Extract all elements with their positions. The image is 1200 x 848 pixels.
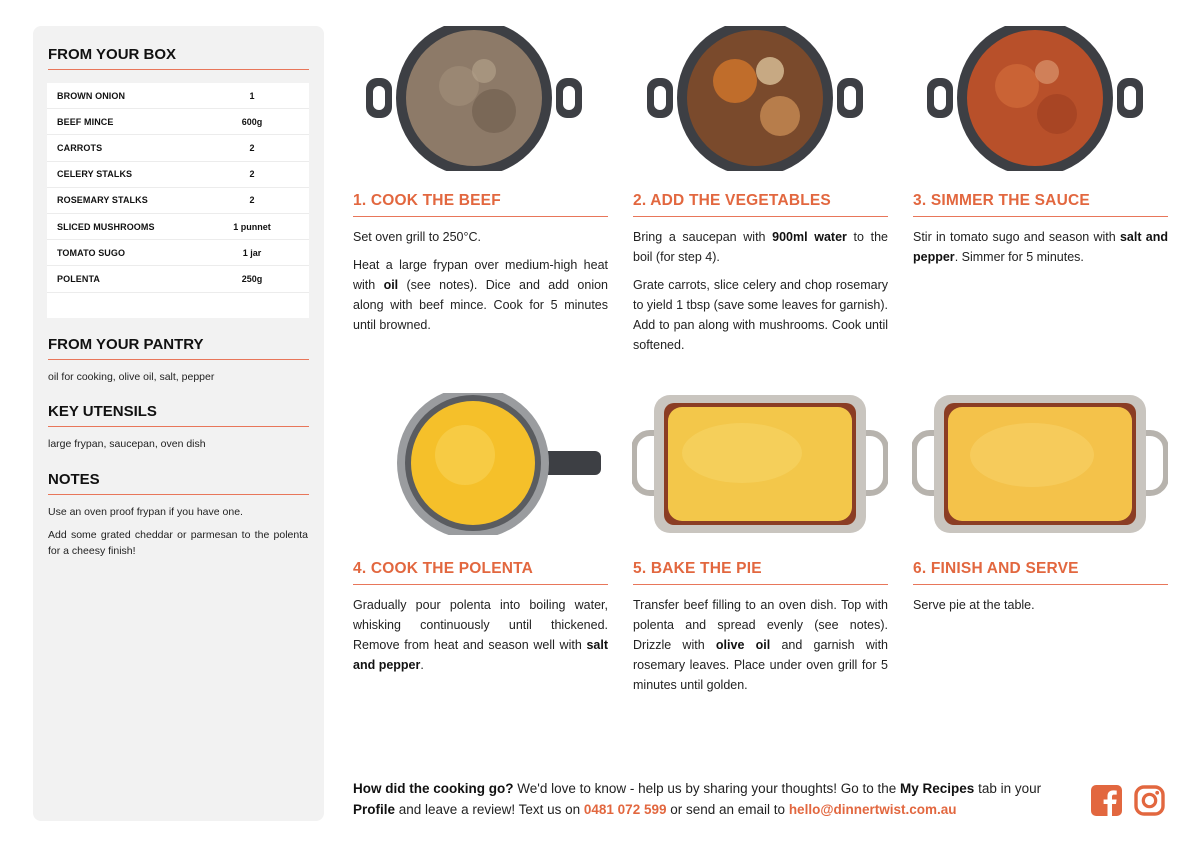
ingredient-qty: 250g [241, 273, 263, 284]
step-5 [633, 560, 888, 695]
footer-lead: How did the cooking go? [353, 781, 514, 796]
step-text: Transfer beef filling to an oven dish. Top with polenta and spread evenly (see notes). Drizzle with [633, 598, 888, 652]
pantry-heading: FROM YOUR PANTRY [48, 336, 309, 360]
ingredient-name: SLICED MUSHROOMS [57, 221, 155, 232]
step-paragraph [633, 227, 888, 267]
ingredient-row [47, 188, 309, 214]
footer-text: and leave a review! Text us on [395, 802, 584, 817]
facebook-icon[interactable] [1091, 785, 1122, 816]
step-text: Stir in tomato sugo and season with [913, 230, 1120, 244]
ingredient-qty: 2 [249, 195, 255, 206]
utensils-section [47, 403, 310, 452]
ingredient-row [47, 214, 309, 240]
step-bold-text: oil [383, 278, 399, 292]
ingredient-row [47, 135, 309, 161]
step-body [633, 227, 888, 355]
step-text: . [420, 658, 424, 672]
footer-text: or send an email to [666, 802, 789, 817]
ingredient-row [47, 83, 309, 109]
step-paragraph [353, 255, 608, 335]
step-body [913, 595, 1168, 615]
ingredient-row [47, 240, 309, 266]
step-text: . Simmer for 5 minutes. [954, 250, 1084, 264]
pantry-text: oil for cooking, olive oil, salt, pepper [48, 371, 215, 383]
step-paragraph [913, 227, 1168, 267]
step-bold-text: olive oil [715, 638, 771, 652]
my-recipes-text: My Recipes [900, 781, 975, 796]
ingredient-qty: 1 [249, 90, 255, 101]
ingredient-name: BROWN ONION [57, 90, 126, 101]
step-text: and garnish with rosemary leaves. Place under oven grill for 5 minutes until golden. [633, 638, 889, 692]
notes-heading: NOTES [48, 471, 309, 495]
step-text: to the boil (for step 4). [633, 230, 888, 264]
phone-link[interactable]: 0481 072 599 [583, 802, 667, 817]
ingredient-name: BEEF MINCE [57, 116, 114, 127]
notes-text [47, 504, 310, 560]
ingredient-row [47, 162, 309, 188]
step-paragraph: Set oven grill to 250°C. [353, 230, 481, 244]
step-bold-text: salt and pepper [913, 230, 1168, 264]
ingredient-qty: 2 [249, 169, 255, 180]
step-2 [633, 192, 888, 355]
ingredient-name: CELERY STALKS [57, 169, 133, 180]
profile-text: Profile [353, 802, 396, 817]
step-paragraph: Serve pie at the table. [913, 598, 1035, 612]
step-bold-text: salt and pepper [353, 638, 608, 672]
note-item: Add some grated cheddar or parmesan to the polenta for a cheesy finish! [48, 528, 308, 558]
step-4 [353, 560, 608, 675]
step-paragraph [633, 595, 888, 695]
step-paragraph [353, 595, 608, 675]
step-3 [913, 192, 1168, 267]
step-body [353, 227, 608, 335]
step-body [913, 227, 1168, 267]
step-1 [353, 192, 608, 335]
finished-polenta-pie-photo [912, 393, 1168, 535]
pot-of-beef-and-vegetables-photo [645, 26, 865, 171]
ingredients-sidebar [33, 26, 324, 821]
footer-text: We'd love to know - help us by sharing your thoughts! Go to the [513, 781, 901, 796]
step-title: 5. BAKE THE PIE [633, 560, 888, 585]
saucepan-of-polenta-photo [393, 393, 603, 535]
step-body [633, 595, 888, 695]
ingredient-name: ROSEMARY STALKS [57, 195, 148, 206]
ingredient-qty: 1 jar [242, 247, 262, 258]
step-text: Gradually pour polenta into boiling water, whisking continuously until thickened. Remove from heat and season well with [353, 598, 608, 652]
notes-section [47, 471, 310, 560]
step-title: 6. FINISH AND SERVE [913, 560, 1168, 585]
ingredient-row [47, 109, 309, 135]
utensils-heading: KEY UTENSILS [48, 403, 309, 427]
oven-dish-polenta-pie-photo [632, 393, 888, 535]
step-text: Bring a saucepan with [633, 230, 773, 244]
ingredient-qty: 1 punnet [233, 221, 271, 232]
ingredient-qty: 2 [249, 142, 255, 153]
step-bold-text: 900ml water [772, 230, 847, 244]
feedback-footer [353, 778, 1073, 820]
utensils-text: large frypan, saucepan, oven dish [48, 438, 206, 451]
pantry-section [47, 336, 310, 385]
step-title: 2. ADD THE VEGETABLES [633, 192, 888, 217]
step-body [353, 595, 608, 675]
ingredient-name: TOMATO SUGO [57, 247, 126, 258]
step-6 [913, 560, 1168, 615]
instagram-icon[interactable] [1134, 785, 1165, 816]
ingredient-row [47, 266, 309, 292]
email-link[interactable]: hello@dinnertwist.com.au [788, 802, 957, 817]
pot-of-beef-in-tomato-sauce-photo [925, 26, 1145, 171]
note-item: Use an oven proof frypan if you have one. [48, 505, 243, 518]
pot-of-browned-beef-mince-photo [364, 26, 584, 171]
step-title: 3. SIMMER THE SAUCE [913, 192, 1168, 217]
ingredient-name: POLENTA [57, 273, 101, 284]
step-title: 1. COOK THE BEEF [353, 192, 608, 217]
step-paragraph: Grate carrots, slice celery and chop rosemary to yield 1 tbsp (save some leaves for garnish). Add to pan along with mushrooms. Cook until softened. [633, 278, 888, 352]
footer-text: tab in your [974, 781, 1042, 796]
from-your-box-heading: FROM YOUR BOX [48, 46, 309, 70]
ingredient-qty: 600g [241, 116, 263, 127]
ingredient-name: CARROTS [57, 142, 103, 153]
step-text: (see notes). Dice and add onion along with beef mince. Cook for 5 minutes until browned. [353, 278, 609, 332]
step-text: Heat a large frypan over medium-high heat with [353, 258, 608, 292]
step-title: 4. COOK THE POLENTA [353, 560, 608, 585]
ingredients-table [47, 83, 309, 318]
